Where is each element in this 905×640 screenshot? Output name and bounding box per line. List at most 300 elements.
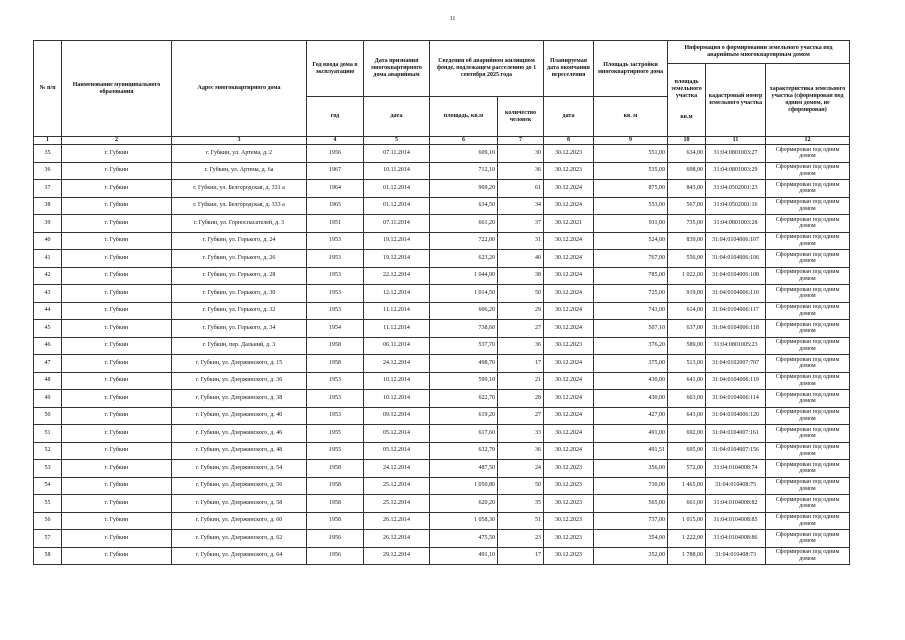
land-area-cell: 661,00 bbox=[668, 495, 706, 513]
municipality-cell: г. Губкин bbox=[62, 215, 172, 233]
header-unit-area: площадь, кв.м bbox=[430, 97, 498, 137]
column-number: 10 bbox=[668, 137, 706, 145]
date-recognized-cell: 19.12.2014 bbox=[364, 250, 430, 268]
row-number: 37 bbox=[34, 180, 62, 198]
header-planned-date: Планируемая дата окончания переселения bbox=[544, 41, 594, 97]
address-cell: г. Губкин, ул. Дзержинского, д. 38 bbox=[172, 390, 307, 408]
people-cell: 51 bbox=[498, 512, 544, 530]
building-area-cell: 767,00 bbox=[594, 250, 668, 268]
people-cell: 23 bbox=[498, 530, 544, 548]
date-recognized-cell: 05.12.2014 bbox=[364, 425, 430, 443]
column-number: 12 bbox=[766, 137, 850, 145]
municipality-cell: г. Губкин bbox=[62, 442, 172, 460]
planned-date-cell: 30.12.2024 bbox=[544, 390, 594, 408]
date-recognized-cell: 10.12.2014 bbox=[364, 390, 430, 408]
planned-date-cell: 30.12.2023 bbox=[544, 337, 594, 355]
land-area-cell: 843,00 bbox=[668, 180, 706, 198]
header-unit-date2: дата bbox=[544, 97, 594, 137]
area-cell: 475,50 bbox=[430, 530, 498, 548]
land-characteristic-cell: Сформирован под одним домом bbox=[766, 530, 850, 548]
row-number: 47 bbox=[34, 355, 62, 373]
year-cell: 1953 bbox=[307, 372, 364, 390]
address-cell: г. Губкин, ул. Горького, д. 32 bbox=[172, 302, 307, 320]
area-cell: 1 058,30 bbox=[430, 512, 498, 530]
year-cell: 1956 bbox=[307, 530, 364, 548]
area-cell: 620,20 bbox=[430, 495, 498, 513]
year-cell: 1954 bbox=[307, 320, 364, 338]
header-num: № п/п bbox=[34, 41, 62, 137]
land-characteristic-cell: Сформирован под одним домом bbox=[766, 302, 850, 320]
address-cell: г. Губкин, ул. Дзержинского, д. 15 bbox=[172, 355, 307, 373]
planned-date-cell: 30.12.2024 bbox=[544, 267, 594, 285]
land-area-cell: 589,00 bbox=[668, 337, 706, 355]
table-row bbox=[34, 162, 850, 180]
people-cell: 40 bbox=[498, 250, 544, 268]
building-area-cell: 376,20 bbox=[594, 337, 668, 355]
header-municipality: Наименование муниципального образования bbox=[62, 41, 172, 137]
people-cell: 36 bbox=[498, 442, 544, 460]
cadastral-cell: 31:04:0104006:110 bbox=[706, 285, 766, 303]
row-number: 48 bbox=[34, 372, 62, 390]
area-cell: 722,00 bbox=[430, 232, 498, 250]
row-number: 35 bbox=[34, 145, 62, 163]
building-area-cell: 427,00 bbox=[594, 407, 668, 425]
header-unit-date: дата bbox=[364, 97, 430, 137]
year-cell: 1953 bbox=[307, 407, 364, 425]
table-row bbox=[34, 530, 850, 548]
building-area-cell: 785,00 bbox=[594, 267, 668, 285]
date-recognized-cell: 05.12.2014 bbox=[364, 442, 430, 460]
land-characteristic-cell: Сформирован под одним домом bbox=[766, 407, 850, 425]
address-cell: г. Губкин, ул. Дзержинского, д. 46 bbox=[172, 425, 307, 443]
land-area-cell: 1 788,00 bbox=[668, 547, 706, 565]
area-cell: 609,10 bbox=[430, 145, 498, 163]
people-cell: 35 bbox=[498, 495, 544, 513]
building-area-cell: 356,00 bbox=[594, 460, 668, 478]
land-area-cell: 637,00 bbox=[668, 320, 706, 338]
planned-date-cell: 30.12.2024 bbox=[544, 355, 594, 373]
municipality-cell: г. Губкин bbox=[62, 250, 172, 268]
people-cell: 24 bbox=[498, 460, 544, 478]
building-area-cell: 352,00 bbox=[594, 547, 668, 565]
table-row bbox=[34, 407, 850, 425]
year-cell: 1956 bbox=[307, 547, 364, 565]
planned-date-cell: 30.12.2024 bbox=[544, 442, 594, 460]
land-characteristic-cell: Сформирован под одним домом bbox=[766, 495, 850, 513]
year-cell: 1958 bbox=[307, 337, 364, 355]
planned-date-cell: 30.12.2024 bbox=[544, 407, 594, 425]
table-row bbox=[34, 267, 850, 285]
date-recognized-cell: 07.11.2014 bbox=[364, 145, 430, 163]
municipality-cell: г. Губкин bbox=[62, 232, 172, 250]
table-row bbox=[34, 547, 850, 565]
date-recognized-cell: 10.12.2014 bbox=[364, 372, 430, 390]
planned-date-cell: 30.12.2023 bbox=[544, 495, 594, 513]
area-cell: 623,20 bbox=[430, 250, 498, 268]
address-cell: г. Губкин, ул. Горноспасателей, д. 3 bbox=[172, 215, 307, 233]
cadastral-cell: 31:04:0104006:120 bbox=[706, 407, 766, 425]
land-characteristic-cell: Сформирован под одним домом bbox=[766, 267, 850, 285]
column-number: 3 bbox=[172, 137, 307, 145]
area-cell: 969,20 bbox=[430, 180, 498, 198]
address-cell: г. Губкин, ул. Дзержинского, д. 58 bbox=[172, 495, 307, 513]
date-recognized-cell: 10.11.2014 bbox=[364, 162, 430, 180]
municipality-cell: г. Губкин bbox=[62, 302, 172, 320]
municipality-cell: г. Губкин bbox=[62, 530, 172, 548]
year-cell: 1953 bbox=[307, 267, 364, 285]
people-cell: 17 bbox=[498, 355, 544, 373]
year-cell: 1951 bbox=[307, 215, 364, 233]
address-cell: г. Губкин, ул. Дзержинского, д. 48 bbox=[172, 442, 307, 460]
row-number: 58 bbox=[34, 547, 62, 565]
cadastral-cell: 31:04:0104007:156 bbox=[706, 442, 766, 460]
row-number: 57 bbox=[34, 530, 62, 548]
date-recognized-cell: 06.11.2014 bbox=[364, 337, 430, 355]
row-number: 55 bbox=[34, 495, 62, 513]
land-area-cell: 567,00 bbox=[668, 197, 706, 215]
date-recognized-cell: 09.12.2014 bbox=[364, 407, 430, 425]
cadastral-cell: 31:04:0104006:118 bbox=[706, 320, 766, 338]
table-row bbox=[34, 302, 850, 320]
address-cell: г. Губкин, ул. Горького, д. 24 bbox=[172, 232, 307, 250]
municipality-cell: г. Губкин bbox=[62, 425, 172, 443]
building-area-cell: 911,00 bbox=[594, 215, 668, 233]
address-cell: г. Губкин, ул. Дзержинского, д. 40 bbox=[172, 407, 307, 425]
area-cell: 537,70 bbox=[430, 337, 498, 355]
land-area-cell: 1 222,00 bbox=[668, 530, 706, 548]
year-cell: 1967 bbox=[307, 162, 364, 180]
table-row bbox=[34, 320, 850, 338]
cadastral-cell: 31:04:0801003:28 bbox=[706, 215, 766, 233]
address-cell: г. Губкин, ул. Горького, д. 26 bbox=[172, 250, 307, 268]
people-cell: 37 bbox=[498, 215, 544, 233]
cadastral-cell: 31:04:0104006:117 bbox=[706, 302, 766, 320]
building-area-cell: 507,10 bbox=[594, 320, 668, 338]
table-row bbox=[34, 215, 850, 233]
address-cell: г. Губкин, ул. Дзержинского, д. 54 bbox=[172, 460, 307, 478]
people-cell: 38 bbox=[498, 267, 544, 285]
header-unit-people: количество человек bbox=[498, 97, 544, 137]
row-number: 36 bbox=[34, 162, 62, 180]
building-area-cell: 430,00 bbox=[594, 372, 668, 390]
planned-date-cell: 30.12.2023 bbox=[544, 530, 594, 548]
area-cell: 491,10 bbox=[430, 547, 498, 565]
people-cell: 61 bbox=[498, 180, 544, 198]
row-number: 50 bbox=[34, 407, 62, 425]
land-characteristic-cell: Сформирован под одним домом bbox=[766, 215, 850, 233]
column-number: 6 bbox=[430, 137, 498, 145]
municipality-cell: г. Губкин bbox=[62, 372, 172, 390]
date-recognized-cell: 25.12.2014 bbox=[364, 477, 430, 495]
address-cell: г. Губкин, ул. Дзержинского, д. 36 bbox=[172, 372, 307, 390]
municipality-cell: г. Губкин bbox=[62, 267, 172, 285]
column-number: 7 bbox=[498, 137, 544, 145]
area-cell: 606,20 bbox=[430, 302, 498, 320]
municipality-cell: г. Губкин bbox=[62, 285, 172, 303]
column-number: 5 bbox=[364, 137, 430, 145]
page-number: 11 bbox=[449, 16, 456, 22]
year-cell: 1956 bbox=[307, 145, 364, 163]
land-characteristic-cell: Сформирован под одним домом bbox=[766, 460, 850, 478]
year-cell: 1965 bbox=[307, 197, 364, 215]
people-cell: 50 bbox=[498, 477, 544, 495]
land-area-cell: 556,00 bbox=[668, 250, 706, 268]
row-number: 40 bbox=[34, 232, 62, 250]
land-area-cell: 663,00 bbox=[668, 390, 706, 408]
year-cell: 1964 bbox=[307, 180, 364, 198]
municipality-cell: г. Губкин bbox=[62, 337, 172, 355]
header-unit-sqm: кв. м bbox=[594, 97, 668, 137]
date-recognized-cell: 24.12.2014 bbox=[364, 460, 430, 478]
cadastral-cell: 31:04:0801003:27 bbox=[706, 145, 766, 163]
cadastral-cell: 31:04:0104008:74 bbox=[706, 460, 766, 478]
column-number: 9 bbox=[594, 137, 668, 145]
header-emergency-fund: Сведения об аварийном жилищном фонде, подлежащем расселению до 1 сентября 2025 года bbox=[430, 41, 544, 97]
cadastral-cell: 31:04:0102007:707 bbox=[706, 355, 766, 373]
row-number: 51 bbox=[34, 425, 62, 443]
area-cell: 738,60 bbox=[430, 320, 498, 338]
date-recognized-cell: 01.12.2014 bbox=[364, 180, 430, 198]
row-number: 52 bbox=[34, 442, 62, 460]
row-number: 44 bbox=[34, 302, 62, 320]
people-cell: 27 bbox=[498, 320, 544, 338]
municipality-cell: г. Губкин bbox=[62, 512, 172, 530]
row-number: 54 bbox=[34, 477, 62, 495]
cadastral-cell: 31:04:010408:75 bbox=[706, 477, 766, 495]
land-area-cell: 1 015,00 bbox=[668, 512, 706, 530]
people-cell: 36 bbox=[498, 337, 544, 355]
table-row bbox=[34, 197, 850, 215]
row-number: 49 bbox=[34, 390, 62, 408]
land-area-cell: 634,00 bbox=[668, 145, 706, 163]
area-cell: 712,10 bbox=[430, 162, 498, 180]
header-date-recognized: Дата признания многоквартирного дома аварийным bbox=[364, 41, 430, 97]
land-area-cell: 1 465,00 bbox=[668, 477, 706, 495]
land-characteristic-cell: Сформирован под одним домом bbox=[766, 320, 850, 338]
table-row bbox=[34, 390, 850, 408]
year-cell: 1955 bbox=[307, 442, 364, 460]
planned-date-cell: 30.12.2024 bbox=[544, 232, 594, 250]
people-cell: 33 bbox=[498, 425, 544, 443]
year-cell: 1958 bbox=[307, 495, 364, 513]
planned-date-cell: 30.12.2023 bbox=[544, 547, 594, 565]
year-cell: 1953 bbox=[307, 285, 364, 303]
year-cell: 1953 bbox=[307, 302, 364, 320]
year-cell: 1958 bbox=[307, 355, 364, 373]
cadastral-cell: 31:04:0801005:23 bbox=[706, 337, 766, 355]
building-area-cell: 875,00 bbox=[594, 180, 668, 198]
land-characteristic-cell: Сформирован под одним домом bbox=[766, 390, 850, 408]
municipality-cell: г. Губкин bbox=[62, 197, 172, 215]
building-area-cell: 375,00 bbox=[594, 355, 668, 373]
date-recognized-cell: 01.12.2014 bbox=[364, 197, 430, 215]
area-cell: 632,70 bbox=[430, 442, 498, 460]
table-row bbox=[34, 145, 850, 163]
municipality-cell: г. Губкин bbox=[62, 390, 172, 408]
people-cell: 21 bbox=[498, 372, 544, 390]
land-area-cell: 695,00 bbox=[668, 442, 706, 460]
column-number: 2 bbox=[62, 137, 172, 145]
column-number: 8 bbox=[544, 137, 594, 145]
land-area-cell: 643,00 bbox=[668, 407, 706, 425]
land-characteristic-cell: Сформирован под одним домом bbox=[766, 232, 850, 250]
building-area-cell: 553,00 bbox=[594, 197, 668, 215]
people-cell: 27 bbox=[498, 407, 544, 425]
land-characteristic-cell: Сформирован под одним домом bbox=[766, 180, 850, 198]
cadastral-cell: 31:04:010408:73 bbox=[706, 547, 766, 565]
municipality-cell: г. Губкин bbox=[62, 355, 172, 373]
land-characteristic-cell: Сформирован под одним домом bbox=[766, 285, 850, 303]
row-number: 42 bbox=[34, 267, 62, 285]
header-land-info: Информация о формировании земельного участка под аварийным многоквартирным домом bbox=[668, 41, 850, 64]
date-recognized-cell: 29.12.2014 bbox=[364, 547, 430, 565]
land-area-cell: 641,00 bbox=[668, 372, 706, 390]
building-area-cell: 524,00 bbox=[594, 232, 668, 250]
table-row bbox=[34, 355, 850, 373]
table-row bbox=[34, 512, 850, 530]
emergency-housing-table bbox=[33, 40, 850, 565]
row-number: 41 bbox=[34, 250, 62, 268]
people-cell: 31 bbox=[498, 232, 544, 250]
cadastral-cell: 31:04:0104007:161 bbox=[706, 425, 766, 443]
planned-date-cell: 30.12.2024 bbox=[544, 180, 594, 198]
date-recognized-cell: 11.12.2014 bbox=[364, 302, 430, 320]
area-cell: 619,20 bbox=[430, 407, 498, 425]
land-area-cell: 839,00 bbox=[668, 232, 706, 250]
column-number: 11 bbox=[706, 137, 766, 145]
area-cell: 1 044,90 bbox=[430, 267, 498, 285]
cadastral-cell: 31:04:0502001:16 bbox=[706, 197, 766, 215]
area-cell: 661,20 bbox=[430, 215, 498, 233]
land-area-cell: 919,00 bbox=[668, 285, 706, 303]
cadastral-cell: 31:04:0104006:119 bbox=[706, 372, 766, 390]
address-cell: г. Губкин, ул. Горького, д. 30 bbox=[172, 285, 307, 303]
municipality-cell: г. Губкин bbox=[62, 460, 172, 478]
people-cell: 30 bbox=[498, 145, 544, 163]
land-characteristic-cell: Сформирован под одним домом bbox=[766, 442, 850, 460]
area-cell: 498,70 bbox=[430, 355, 498, 373]
date-recognized-cell: 22.12.2014 bbox=[364, 267, 430, 285]
cadastral-cell: 31:04:0502001:23 bbox=[706, 180, 766, 198]
area-cell: 622,70 bbox=[430, 390, 498, 408]
land-area-cell: 735,00 bbox=[668, 215, 706, 233]
column-number: 1 bbox=[34, 137, 62, 145]
planned-date-cell: 30.12.2024 bbox=[544, 425, 594, 443]
planned-date-cell: 30.12.2023 bbox=[544, 162, 594, 180]
table-row bbox=[34, 495, 850, 513]
people-cell: 34 bbox=[498, 197, 544, 215]
land-area-cell: 572,00 bbox=[668, 460, 706, 478]
table-row bbox=[34, 372, 850, 390]
year-cell: 1953 bbox=[307, 390, 364, 408]
header-unit-sqm2: кв.м bbox=[680, 114, 693, 120]
table-row bbox=[34, 232, 850, 250]
year-cell: 1958 bbox=[307, 477, 364, 495]
column-number: 4 bbox=[307, 137, 364, 145]
year-cell: 1958 bbox=[307, 512, 364, 530]
year-cell: 1958 bbox=[307, 460, 364, 478]
header-land-area-text: площадь земельного участка bbox=[671, 79, 702, 99]
table-row bbox=[34, 250, 850, 268]
cadastral-cell: 31:04:0104006:108 bbox=[706, 267, 766, 285]
date-recognized-cell: 12.12.2014 bbox=[364, 285, 430, 303]
land-characteristic-cell: Сформирован под одним домом bbox=[766, 337, 850, 355]
building-area-cell: 743,00 bbox=[594, 302, 668, 320]
building-area-cell: 535,09 bbox=[594, 162, 668, 180]
land-characteristic-cell: Сформирован под одним домом bbox=[766, 145, 850, 163]
planned-date-cell: 30.12.2023 bbox=[544, 460, 594, 478]
people-cell: 28 bbox=[498, 390, 544, 408]
building-area-cell: 551,00 bbox=[594, 145, 668, 163]
date-recognized-cell: 25.12.2014 bbox=[364, 495, 430, 513]
land-characteristic-cell: Сформирован под одним домом bbox=[766, 355, 850, 373]
planned-date-cell: 30.12.2024 bbox=[544, 320, 594, 338]
address-cell: г. Губкин, ул. Артема, д. 6а bbox=[172, 162, 307, 180]
header-land-area bbox=[668, 64, 706, 137]
planned-date-cell: 30.12.2024 bbox=[544, 372, 594, 390]
year-cell: 1953 bbox=[307, 250, 364, 268]
cadastral-cell: 31:04:0104008:86 bbox=[706, 530, 766, 548]
building-area-cell: 430,00 bbox=[594, 390, 668, 408]
year-cell: 1953 bbox=[307, 232, 364, 250]
date-recognized-cell: 11.12.2014 bbox=[364, 320, 430, 338]
planned-date-cell: 30.12.2024 bbox=[544, 250, 594, 268]
area-cell: 634,50 bbox=[430, 197, 498, 215]
table-row bbox=[34, 180, 850, 198]
cadastral-cell: 31:04:0104006:114 bbox=[706, 390, 766, 408]
address-cell: г. Губкин, ул. Дзержинского, д. 60 bbox=[172, 512, 307, 530]
row-number: 38 bbox=[34, 197, 62, 215]
cadastral-cell: 31:04:0104006:106 bbox=[706, 250, 766, 268]
municipality-cell: г. Губкин bbox=[62, 477, 172, 495]
address-cell: г. Губкин, ул. Горького, д. 34 bbox=[172, 320, 307, 338]
row-number: 56 bbox=[34, 512, 62, 530]
date-recognized-cell: 24.12.2014 bbox=[364, 355, 430, 373]
cadastral-cell: 31:04:0801003:29 bbox=[706, 162, 766, 180]
address-cell: г. Губкин, ул. Белгородская, д. 333 а bbox=[172, 197, 307, 215]
cadastral-cell: 31:04:0104008:82 bbox=[706, 495, 766, 513]
header-cadastral: кадастровый номер земельного участка bbox=[706, 64, 766, 137]
municipality-cell: г. Губкин bbox=[62, 495, 172, 513]
land-characteristic-cell: Сформирован под одним домом bbox=[766, 512, 850, 530]
land-characteristic-cell: Сформирован под одним домом bbox=[766, 162, 850, 180]
year-cell: 1955 bbox=[307, 425, 364, 443]
building-area-cell: 491,51 bbox=[594, 442, 668, 460]
building-area-cell: 354,00 bbox=[594, 530, 668, 548]
land-characteristic-cell: Сформирован под одним домом bbox=[766, 197, 850, 215]
date-recognized-cell: 26.12.2014 bbox=[364, 530, 430, 548]
address-cell: г. Губкин, ул. Дзержинского, д. 62 bbox=[172, 530, 307, 548]
cadastral-cell: 31:04:0104008:85 bbox=[706, 512, 766, 530]
land-area-cell: 614,00 bbox=[668, 302, 706, 320]
row-number: 46 bbox=[34, 337, 62, 355]
row-number: 43 bbox=[34, 285, 62, 303]
planned-date-cell: 30.12.2024 bbox=[544, 302, 594, 320]
municipality-cell: г. Губкин bbox=[62, 162, 172, 180]
building-area-cell: 491,00 bbox=[594, 425, 668, 443]
area-cell: 617,60 bbox=[430, 425, 498, 443]
header-address: Адрес многоквартирного дома bbox=[172, 41, 307, 137]
address-cell: г. Губкин, ул. Дзержинского, д. 64 bbox=[172, 547, 307, 565]
land-characteristic-cell: Сформирован под одним домом bbox=[766, 547, 850, 565]
municipality-cell: г. Губкин bbox=[62, 547, 172, 565]
planned-date-cell: 30.12.2024 bbox=[544, 285, 594, 303]
people-cell: 17 bbox=[498, 547, 544, 565]
building-area-cell: 737,00 bbox=[594, 512, 668, 530]
address-cell: г. Губкин, ул. Белгородская, д. 331 а bbox=[172, 180, 307, 198]
row-number: 53 bbox=[34, 460, 62, 478]
header-year-built: Год ввода дома в эксплуатацию bbox=[307, 41, 364, 97]
